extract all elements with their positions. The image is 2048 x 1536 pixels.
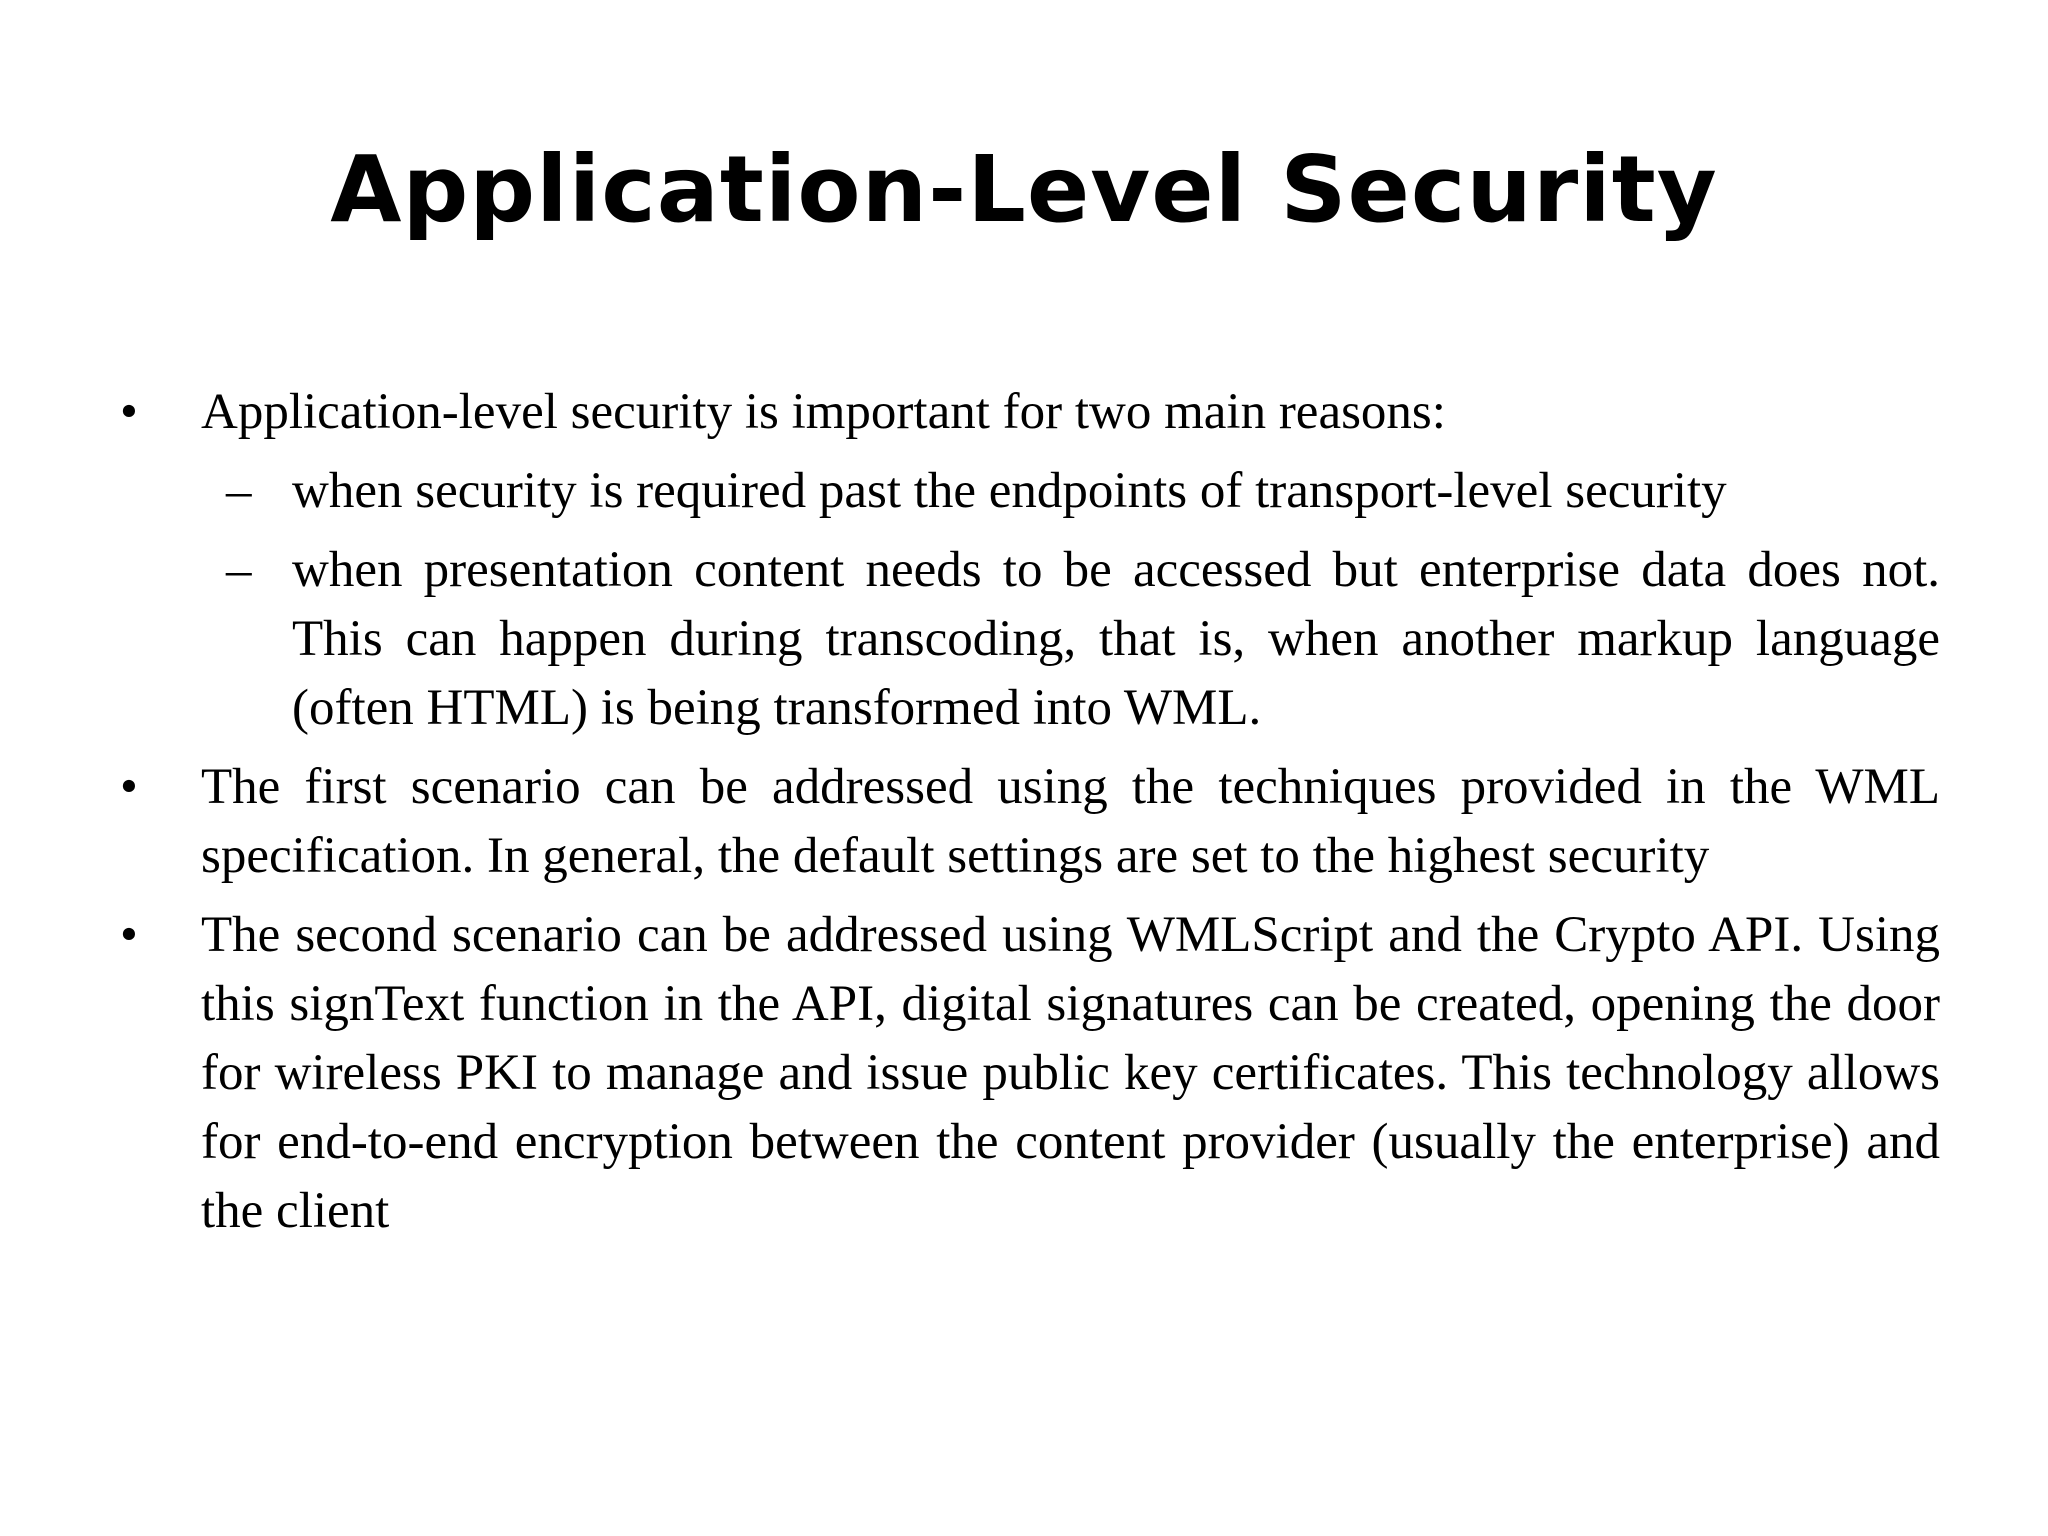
bullet-text: Application-level security is important for two main reasons: bbox=[201, 384, 1446, 440]
subbullet-text: when presentation content needs to be accessed but enterprise data does not. This can happen during transcoding, that is, when another markup language (often HTML) is being transformed into WML. bbox=[292, 542, 1940, 736]
slide-title: Application-Level Security bbox=[330, 136, 1718, 243]
bullet-text: The first scenario can be addressed using the techniques provided in the WML specification. In general, the default settings are set to the highest security bbox=[201, 759, 1940, 884]
bullet-item-1 bbox=[120, 378, 1940, 447]
subbullet-text: when security is required past the endpoints of transport-level security bbox=[292, 463, 1727, 519]
dash-marker: – bbox=[226, 542, 252, 598]
bullet-marker: • bbox=[120, 384, 138, 440]
bullet-item-2 bbox=[120, 753, 1940, 891]
bullet-text: The second scenario can be addressed using WMLScript and the Crypto API. Using this signText function in the API, digital signatures can be created, opening the door for wireless PKI to manage and issue public key certificates. This technology allows for end-to-end encryption between the content provider (usually the enterprise) and the client bbox=[201, 907, 1940, 1239]
subbullet-item-2 bbox=[120, 536, 1940, 743]
bullet-item-3 bbox=[120, 901, 1940, 1246]
bullet-marker: • bbox=[120, 907, 138, 963]
subbullet-item-1 bbox=[120, 457, 1940, 526]
slide-content bbox=[120, 378, 1940, 1256]
dash-marker: – bbox=[226, 463, 252, 519]
bullet-marker: • bbox=[120, 759, 138, 815]
